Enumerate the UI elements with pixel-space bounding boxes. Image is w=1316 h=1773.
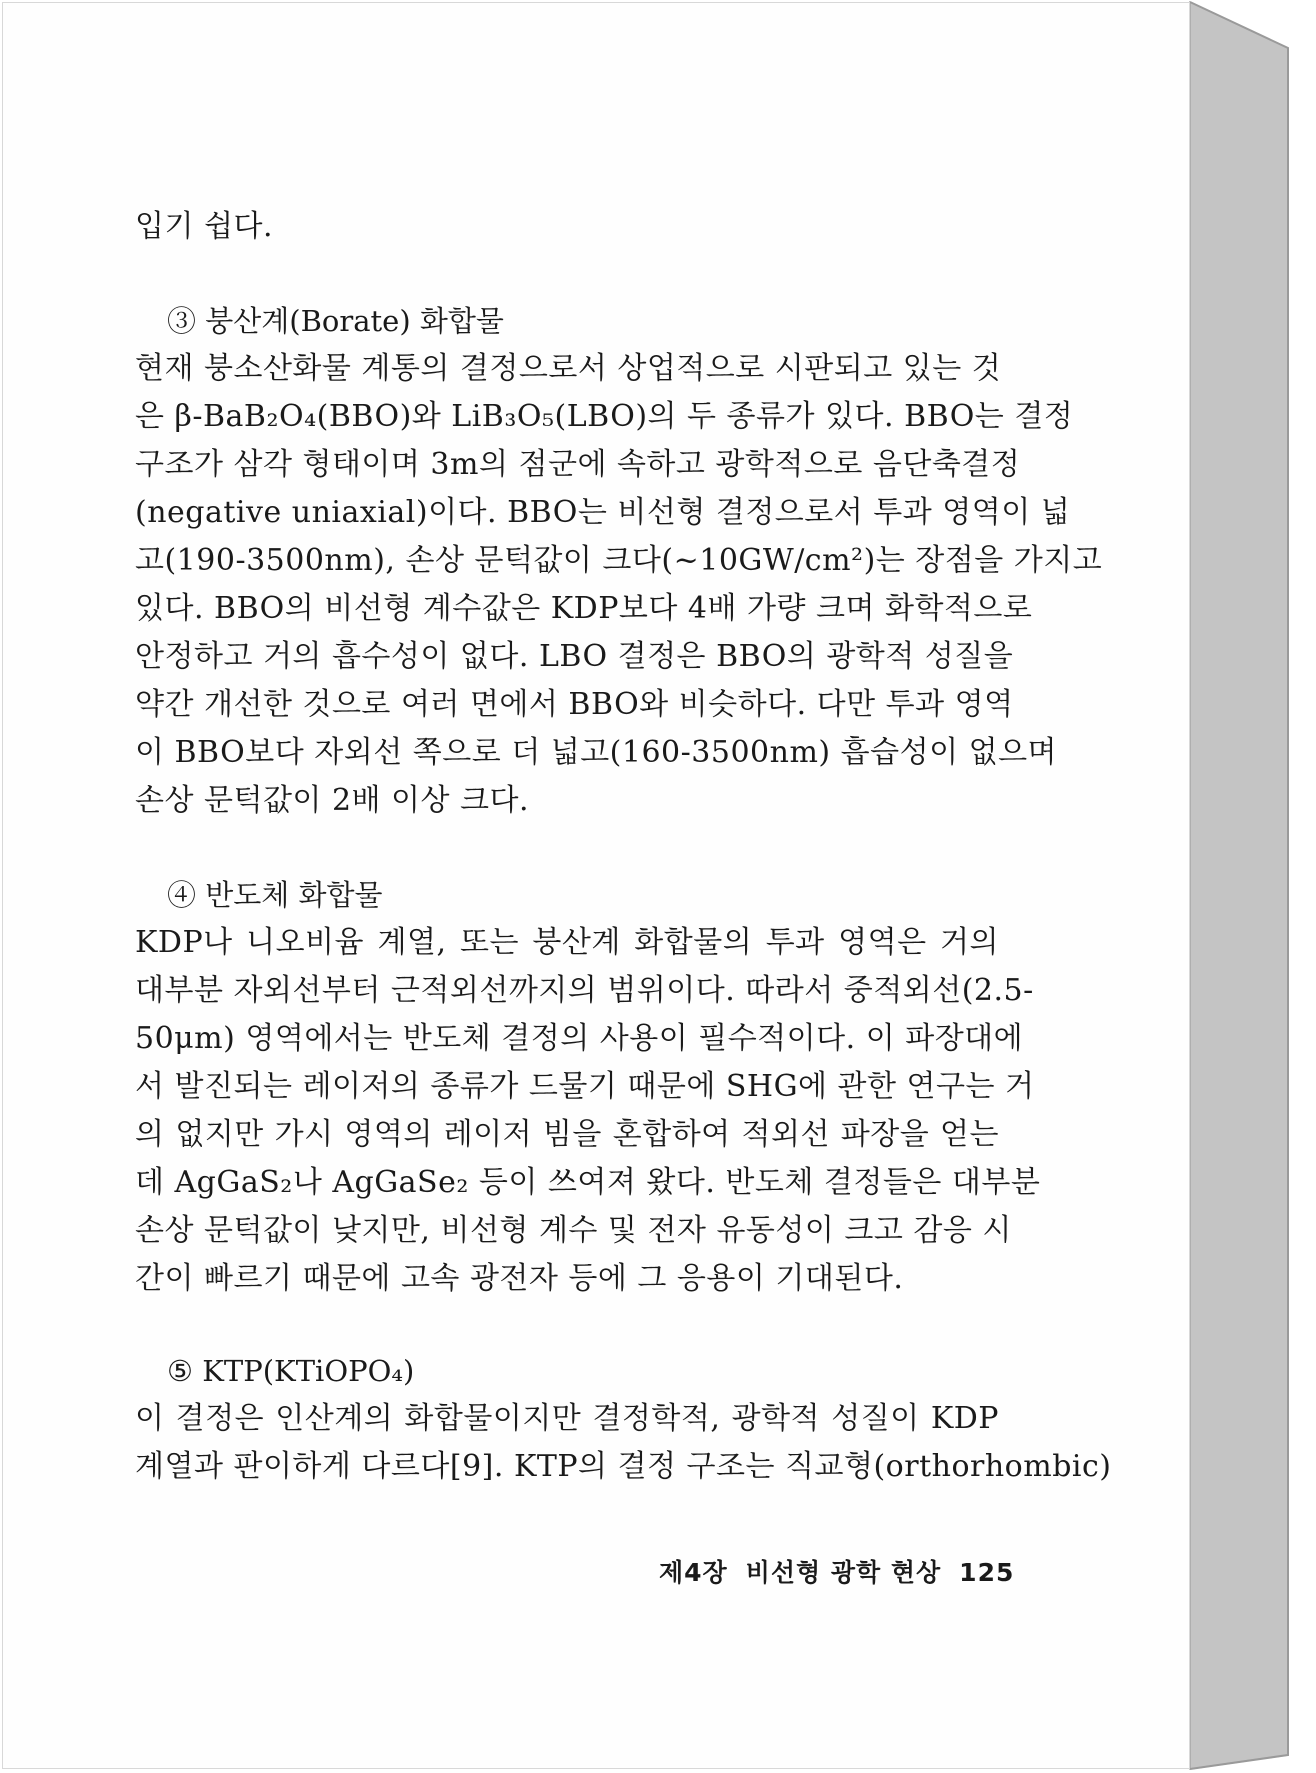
text-line: 이 BBO보다 자외선 쪽으로 더 넓고(160-3500nm) 흡습성이 없으며 xyxy=(135,735,1058,770)
footer-chapter: 제4장 xyxy=(659,1558,728,1587)
text-line: 서 발진되는 레이저의 종류가 드물기 때문에 SHG에 관한 연구는 거 xyxy=(135,1069,1035,1104)
section-body-semiconductor xyxy=(135,919,1041,1303)
footer-title: 비선형 광학 현상 xyxy=(745,1558,942,1587)
text-line: 고(190-3500nm), 손상 문턱값이 크다(~10GW/cm²)는 장점을 가지고 xyxy=(135,543,1103,578)
text-line: KDP나 니오비윰 계열, 또는 붕산계 화합물의 투과 영역은 거의 xyxy=(135,925,999,960)
text-line: 데 AgGaS₂나 AgGaSe₂ 등이 쓰여져 왔다. 반도체 결정들은 대부분 xyxy=(135,1165,1041,1200)
text-line: (negative uniaxial)이다. BBO는 비선형 결정으로서 투과 영역이 넓 xyxy=(135,495,1071,530)
text-line: 대부분 자외선부터 근적외선까지의 범위이다. 따라서 중적외선(2.5- xyxy=(135,973,1034,1008)
page-number: 125 xyxy=(959,1558,1015,1587)
section-heading-borate: ③ 붕산계(Borate) 화합물 xyxy=(167,304,504,338)
text-line: 있다. BBO의 비선형 계수값은 KDP보다 4배 가량 크며 화학적으로 xyxy=(135,591,1033,626)
text-line: 50μm) 영역에서는 반도체 결정의 사용이 필수적이다. 이 파장대에 xyxy=(135,1021,1024,1056)
text-line: 계열과 판이하게 다르다[9]. KTP의 결정 구조는 직교형(orthorhombic) xyxy=(135,1449,1112,1484)
section-heading-ktp: ⑤ KTP(KTiOPO₄) xyxy=(167,1354,415,1388)
text-line: 이 결정은 인산계의 화합물이지만 결정학적, 광학적 성질이 KDP xyxy=(135,1401,999,1436)
text-line: 간이 빠르기 때문에 고속 광전자 등에 그 응용이 기대된다. xyxy=(135,1261,904,1296)
section-body-borate xyxy=(135,345,1103,825)
running-footer xyxy=(659,1553,1014,1589)
text-line: 안정하고 거의 흡수성이 없다. LBO 결정은 BBO의 광학적 성질을 xyxy=(135,639,1014,674)
text-line: 현재 붕소산화물 계통의 결정으로서 상업적으로 시판되고 있는 것 xyxy=(135,351,1002,386)
text-line: 은 β-BaB₂O₄(BBO)와 LiB₃O₅(LBO)의 두 종류가 있다. BBO는 결정 xyxy=(135,399,1074,434)
text-line: 손상 문턱값이 2배 이상 크다. xyxy=(135,783,530,818)
page-body xyxy=(135,203,1112,1491)
section-heading-semiconductor: ④ 반도체 화합물 xyxy=(167,878,383,912)
text-line: 약간 개선한 것으로 여러 면에서 BBO와 비슷하다. 다만 투과 영역 xyxy=(135,687,1014,722)
section-body-ktp xyxy=(135,1395,1112,1491)
text-line: 손상 문턱값이 낮지만, 비선형 계수 및 전자 유동성이 크고 감응 시 xyxy=(135,1213,1012,1248)
opening-line: 입기 쉽다. xyxy=(135,209,273,244)
book-page xyxy=(2,2,1190,1769)
text-line: 구조가 삼각 형태이며 3m의 점군에 속하고 광학적으로 음단축결정 xyxy=(135,447,1021,482)
text-line: 의 없지만 가시 영역의 레이저 빔을 혼합하여 적외선 파장을 얻는 xyxy=(135,1117,999,1152)
